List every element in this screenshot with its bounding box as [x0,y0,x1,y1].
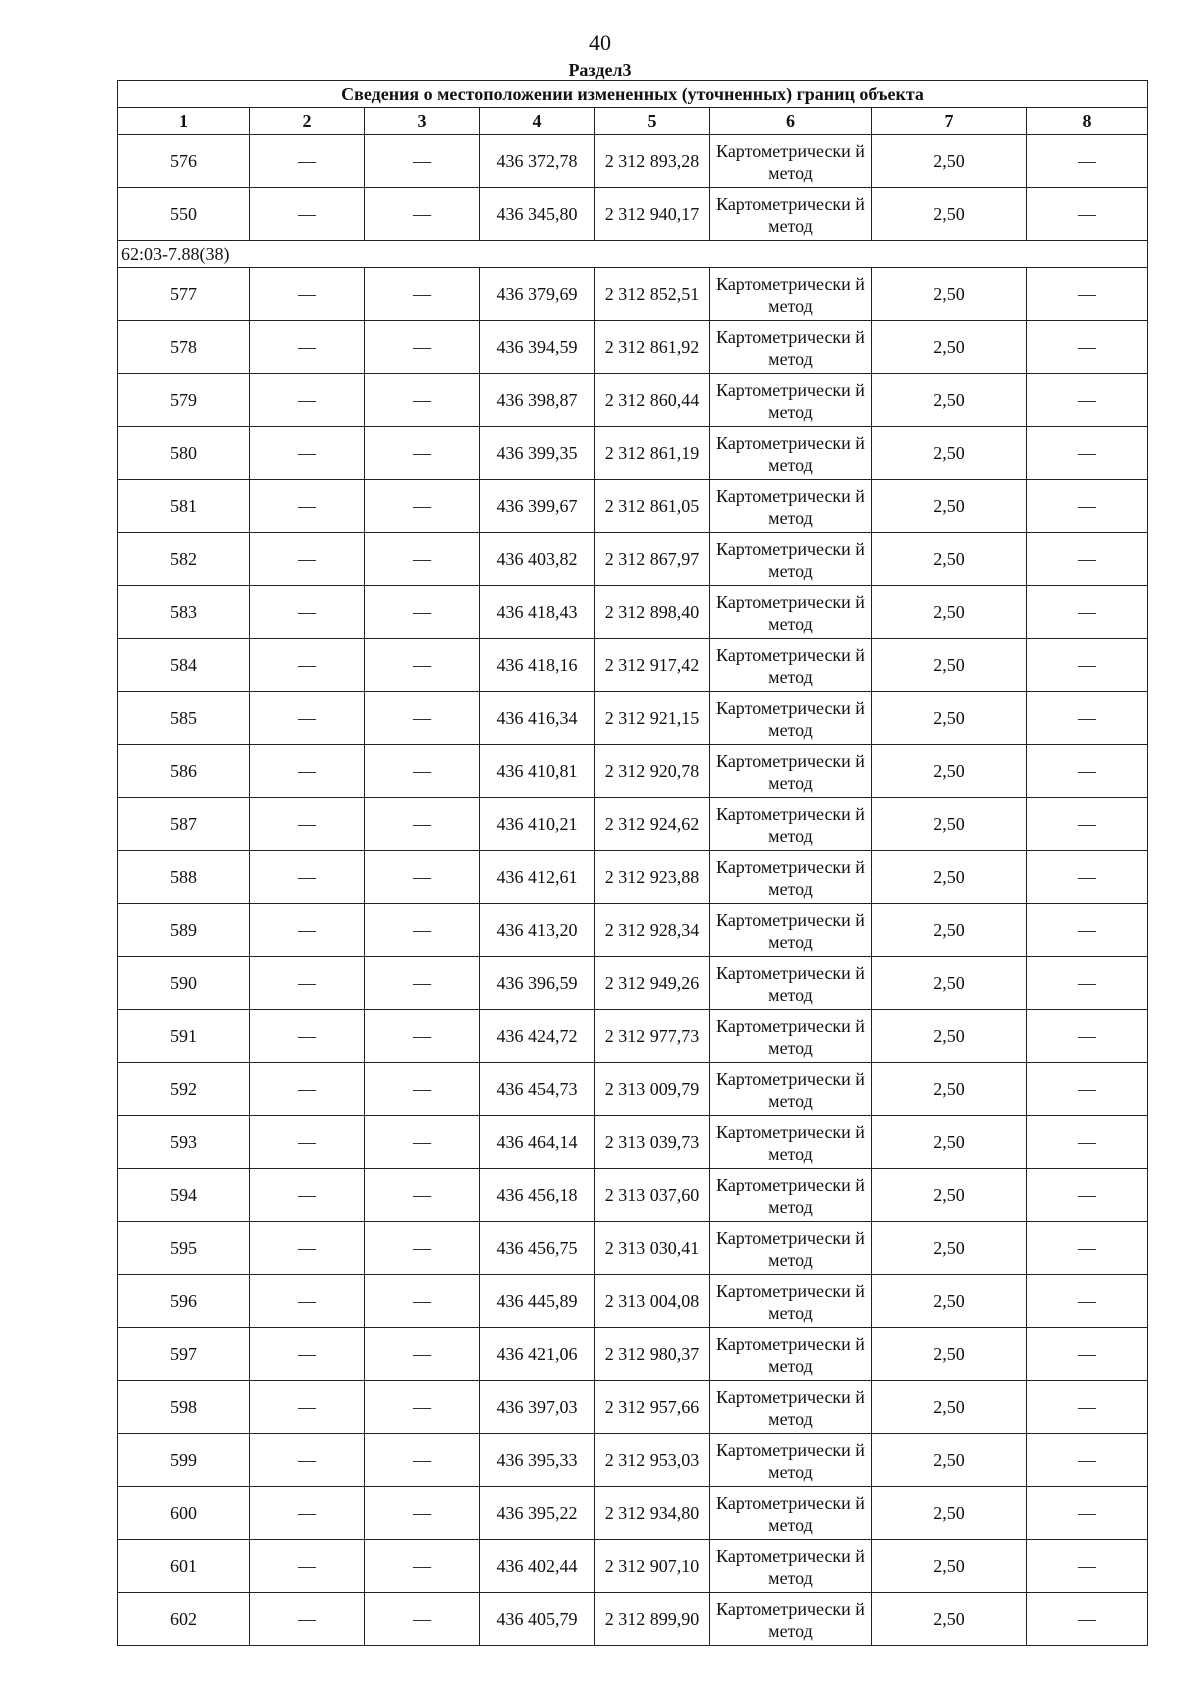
empty-cell: — [1027,135,1148,188]
point-number-cell: 581 [118,480,250,533]
empty-cell: — [250,1063,365,1116]
coordinate-y-cell: 2 312 860,44 [595,374,710,427]
empty-cell: — [250,851,365,904]
method-cell: Картометрически й метод [710,1169,872,1222]
table-caption: Сведения о местоположении измененных (уточненных) границ объекта [118,81,1148,108]
table-row [118,1116,1148,1169]
accuracy-cell: 2,50 [872,427,1027,480]
empty-cell: — [365,1593,480,1646]
coordinate-x-cell: 436 413,20 [480,904,595,957]
coordinate-x-cell: 436 445,89 [480,1275,595,1328]
empty-cell: — [365,851,480,904]
table-row [118,1381,1148,1434]
accuracy-cell: 2,50 [872,1540,1027,1593]
empty-cell: — [250,586,365,639]
coordinate-x-cell: 436 398,87 [480,374,595,427]
empty-cell: — [365,1116,480,1169]
empty-cell: — [1027,1540,1148,1593]
point-number-cell: 586 [118,745,250,798]
method-cell: Картометрически й метод [710,1063,872,1116]
empty-cell: — [250,798,365,851]
point-number-cell: 593 [118,1116,250,1169]
accuracy-cell: 2,50 [872,321,1027,374]
coordinate-x-cell: 436 416,34 [480,692,595,745]
table-row [118,135,1148,188]
coordinate-y-cell: 2 312 957,66 [595,1381,710,1434]
accuracy-cell: 2,50 [872,533,1027,586]
coordinate-y-cell: 2 312 949,26 [595,957,710,1010]
empty-cell: — [250,135,365,188]
coordinate-y-cell: 2 312 940,17 [595,188,710,241]
coordinate-y-cell: 2 312 907,10 [595,1540,710,1593]
coordinate-y-cell: 2 312 899,90 [595,1593,710,1646]
point-number-cell: 598 [118,1381,250,1434]
coordinate-x-cell: 436 379,69 [480,268,595,321]
column-header: 2 [250,108,365,135]
point-number-cell: 550 [118,188,250,241]
coordinate-x-cell: 436 397,03 [480,1381,595,1434]
group-label: 62:03-7.88(38) [118,241,1148,268]
coordinate-x-cell: 436 464,14 [480,1116,595,1169]
point-number-cell: 584 [118,639,250,692]
empty-cell: — [250,533,365,586]
accuracy-cell: 2,50 [872,1275,1027,1328]
empty-cell: — [1027,851,1148,904]
column-header-row [118,108,1148,135]
empty-cell: — [250,188,365,241]
empty-cell: — [1027,1116,1148,1169]
coordinate-y-cell: 2 313 037,60 [595,1169,710,1222]
accuracy-cell: 2,50 [872,1593,1027,1646]
coordinate-x-cell: 436 394,59 [480,321,595,374]
empty-cell: — [250,1593,365,1646]
empty-cell: — [250,374,365,427]
column-header: 5 [595,108,710,135]
coordinate-x-cell: 436 396,59 [480,957,595,1010]
accuracy-cell: 2,50 [872,1487,1027,1540]
empty-cell: — [365,1434,480,1487]
method-cell: Картометрически й метод [710,427,872,480]
coordinate-x-cell: 436 418,43 [480,586,595,639]
method-cell: Картометрически й метод [710,1222,872,1275]
column-header: 8 [1027,108,1148,135]
empty-cell: — [365,1222,480,1275]
coordinate-x-cell: 436 454,73 [480,1063,595,1116]
point-number-cell: 579 [118,374,250,427]
point-number-cell: 580 [118,427,250,480]
method-cell: Картометрически й метод [710,639,872,692]
method-cell: Картометрически й метод [710,268,872,321]
method-cell: Картометрически й метод [710,745,872,798]
empty-cell: — [1027,1381,1148,1434]
coordinate-y-cell: 2 312 917,42 [595,639,710,692]
empty-cell: — [250,692,365,745]
empty-cell: — [1027,586,1148,639]
coordinate-x-cell: 436 405,79 [480,1593,595,1646]
empty-cell: — [1027,1010,1148,1063]
coordinate-x-cell: 436 410,81 [480,745,595,798]
coordinate-y-cell: 2 313 004,08 [595,1275,710,1328]
table-row [118,427,1148,480]
table-row [118,1540,1148,1593]
accuracy-cell: 2,50 [872,904,1027,957]
group-row [118,241,1148,268]
coordinate-y-cell: 2 312 923,88 [595,851,710,904]
method-cell: Картометрически й метод [710,1540,872,1593]
accuracy-cell: 2,50 [872,480,1027,533]
method-cell: Картометрически й метод [710,480,872,533]
coordinate-x-cell: 436 399,35 [480,427,595,480]
table-row [118,533,1148,586]
empty-cell: — [250,1328,365,1381]
empty-cell: — [250,1222,365,1275]
accuracy-cell: 2,50 [872,1010,1027,1063]
coordinate-x-cell: 436 410,21 [480,798,595,851]
coordinate-y-cell: 2 312 852,51 [595,268,710,321]
method-cell: Картометрически й метод [710,135,872,188]
point-number-cell: 585 [118,692,250,745]
empty-cell: — [365,745,480,798]
coordinate-y-cell: 2 312 934,80 [595,1487,710,1540]
coordinate-y-cell: 2 312 920,78 [595,745,710,798]
accuracy-cell: 2,50 [872,798,1027,851]
accuracy-cell: 2,50 [872,268,1027,321]
empty-cell: — [250,1540,365,1593]
accuracy-cell: 2,50 [872,374,1027,427]
page-number: 40 [589,30,611,55]
point-number-cell: 578 [118,321,250,374]
accuracy-cell: 2,50 [872,1222,1027,1275]
method-cell: Картометрически й метод [710,957,872,1010]
method-cell: Картометрически й метод [710,586,872,639]
empty-cell: — [250,1275,365,1328]
column-header: 3 [365,108,480,135]
empty-cell: — [365,1010,480,1063]
method-cell: Картометрически й метод [710,1116,872,1169]
empty-cell: — [365,1328,480,1381]
coordinate-y-cell: 2 312 921,15 [595,692,710,745]
column-header: 1 [118,108,250,135]
empty-cell: — [250,1116,365,1169]
empty-cell: — [365,1381,480,1434]
point-number-cell: 596 [118,1275,250,1328]
method-cell: Картометрически й метод [710,692,872,745]
coordinate-y-cell: 2 312 861,19 [595,427,710,480]
coordinate-x-cell: 436 395,33 [480,1434,595,1487]
coordinate-x-cell: 436 412,61 [480,851,595,904]
coordinate-y-cell: 2 312 977,73 [595,1010,710,1063]
table-row [118,188,1148,241]
point-number-cell: 588 [118,851,250,904]
point-number-cell: 587 [118,798,250,851]
table-row [118,1222,1148,1275]
boundary-coordinates-table [117,80,1148,1646]
empty-cell: — [365,957,480,1010]
empty-cell: — [365,268,480,321]
table-row [118,692,1148,745]
table-row [118,1275,1148,1328]
empty-cell: — [1027,533,1148,586]
empty-cell: — [250,1434,365,1487]
table-row [118,374,1148,427]
method-cell: Картометрически й метод [710,1275,872,1328]
table-caption-row [118,81,1148,108]
empty-cell: — [250,1169,365,1222]
empty-cell: — [365,639,480,692]
coordinate-y-cell: 2 313 009,79 [595,1063,710,1116]
method-cell: Картометрически й метод [710,1487,872,1540]
point-number-cell: 592 [118,1063,250,1116]
accuracy-cell: 2,50 [872,188,1027,241]
empty-cell: — [1027,1593,1148,1646]
empty-cell: — [1027,904,1148,957]
accuracy-cell: 2,50 [872,745,1027,798]
empty-cell: — [365,135,480,188]
coordinate-y-cell: 2 312 928,34 [595,904,710,957]
accuracy-cell: 2,50 [872,851,1027,904]
accuracy-cell: 2,50 [872,1381,1027,1434]
section-title: Раздел3 [568,60,632,80]
accuracy-cell: 2,50 [872,135,1027,188]
coordinate-x-cell: 436 424,72 [480,1010,595,1063]
table-body [118,135,1148,1646]
accuracy-cell: 2,50 [872,692,1027,745]
table-row [118,1487,1148,1540]
coordinate-x-cell: 436 399,67 [480,480,595,533]
table-row [118,1169,1148,1222]
empty-cell: — [250,268,365,321]
empty-cell: — [365,1063,480,1116]
accuracy-cell: 2,50 [872,639,1027,692]
point-number-cell: 583 [118,586,250,639]
empty-cell: — [365,692,480,745]
accuracy-cell: 2,50 [872,1063,1027,1116]
method-cell: Картометрически й метод [710,1328,872,1381]
accuracy-cell: 2,50 [872,1116,1027,1169]
coordinate-x-cell: 436 395,22 [480,1487,595,1540]
coordinate-y-cell: 2 312 867,97 [595,533,710,586]
empty-cell: — [365,1487,480,1540]
column-header: 4 [480,108,595,135]
column-header: 6 [710,108,872,135]
point-number-cell: 576 [118,135,250,188]
empty-cell: — [365,586,480,639]
empty-cell: — [1027,639,1148,692]
empty-cell: — [250,1381,365,1434]
coordinate-x-cell: 436 456,75 [480,1222,595,1275]
point-number-cell: 599 [118,1434,250,1487]
coordinate-y-cell: 2 312 893,28 [595,135,710,188]
point-number-cell: 590 [118,957,250,1010]
empty-cell: — [250,321,365,374]
empty-cell: — [250,427,365,480]
coordinate-x-cell: 436 421,06 [480,1328,595,1381]
empty-cell: — [1027,1487,1148,1540]
coordinate-y-cell: 2 312 980,37 [595,1328,710,1381]
empty-cell: — [1027,1434,1148,1487]
point-number-cell: 591 [118,1010,250,1063]
empty-cell: — [250,1010,365,1063]
point-number-cell: 594 [118,1169,250,1222]
empty-cell: — [365,321,480,374]
empty-cell: — [1027,957,1148,1010]
coordinate-y-cell: 2 312 861,92 [595,321,710,374]
empty-cell: — [365,188,480,241]
point-number-cell: 589 [118,904,250,957]
accuracy-cell: 2,50 [872,957,1027,1010]
empty-cell: — [365,904,480,957]
coordinate-x-cell: 436 403,82 [480,533,595,586]
coordinate-y-cell: 2 312 898,40 [595,586,710,639]
table-row [118,268,1148,321]
table-row [118,904,1148,957]
table-row [118,1593,1148,1646]
empty-cell: — [1027,321,1148,374]
empty-cell: — [1027,1063,1148,1116]
empty-cell: — [250,745,365,798]
column-header: 7 [872,108,1027,135]
method-cell: Картометрически й метод [710,1381,872,1434]
empty-cell: — [1027,1222,1148,1275]
empty-cell: — [365,798,480,851]
point-number-cell: 577 [118,268,250,321]
coordinate-y-cell: 2 312 953,03 [595,1434,710,1487]
accuracy-cell: 2,50 [872,1328,1027,1381]
table-row [118,798,1148,851]
table-row [118,851,1148,904]
empty-cell: — [1027,480,1148,533]
method-cell: Картометрически й метод [710,533,872,586]
empty-cell: — [1027,427,1148,480]
empty-cell: — [1027,745,1148,798]
point-number-cell: 595 [118,1222,250,1275]
coordinate-y-cell: 2 312 924,62 [595,798,710,851]
empty-cell: — [1027,692,1148,745]
empty-cell: — [250,904,365,957]
empty-cell: — [1027,188,1148,241]
coordinate-x-cell: 436 456,18 [480,1169,595,1222]
empty-cell: — [365,427,480,480]
method-cell: Картометрически й метод [710,851,872,904]
method-cell: Картометрически й метод [710,321,872,374]
table-row [118,321,1148,374]
empty-cell: — [365,1540,480,1593]
point-number-cell: 582 [118,533,250,586]
empty-cell: — [365,1169,480,1222]
method-cell: Картометрически й метод [710,798,872,851]
method-cell: Картометрически й метод [710,374,872,427]
empty-cell: — [250,639,365,692]
table-row [118,1063,1148,1116]
empty-cell: — [365,1275,480,1328]
empty-cell: — [250,480,365,533]
empty-cell: — [1027,268,1148,321]
empty-cell: — [1027,1275,1148,1328]
table-row [118,586,1148,639]
point-number-cell: 597 [118,1328,250,1381]
table-row [118,1328,1148,1381]
empty-cell: — [1027,374,1148,427]
accuracy-cell: 2,50 [872,1169,1027,1222]
method-cell: Картометрически й метод [710,188,872,241]
table-row [118,1010,1148,1063]
table-row [118,639,1148,692]
coordinate-x-cell: 436 402,44 [480,1540,595,1593]
accuracy-cell: 2,50 [872,586,1027,639]
point-number-cell: 602 [118,1593,250,1646]
method-cell: Картометрически й метод [710,1434,872,1487]
method-cell: Картометрически й метод [710,1593,872,1646]
method-cell: Картометрически й метод [710,1010,872,1063]
table-row [118,480,1148,533]
empty-cell: — [365,533,480,586]
coordinate-y-cell: 2 313 030,41 [595,1222,710,1275]
empty-cell: — [250,957,365,1010]
empty-cell: — [1027,1169,1148,1222]
accuracy-cell: 2,50 [872,1434,1027,1487]
table-row [118,957,1148,1010]
table-row [118,1434,1148,1487]
coordinate-x-cell: 436 372,78 [480,135,595,188]
coordinate-y-cell: 2 313 039,73 [595,1116,710,1169]
point-number-cell: 601 [118,1540,250,1593]
point-number-cell: 600 [118,1487,250,1540]
coordinate-x-cell: 436 418,16 [480,639,595,692]
empty-cell: — [365,374,480,427]
empty-cell: — [365,480,480,533]
empty-cell: — [1027,1328,1148,1381]
empty-cell: — [250,1487,365,1540]
method-cell: Картометрически й метод [710,904,872,957]
coordinate-y-cell: 2 312 861,05 [595,480,710,533]
table-row [118,745,1148,798]
coordinate-x-cell: 436 345,80 [480,188,595,241]
empty-cell: — [1027,798,1148,851]
